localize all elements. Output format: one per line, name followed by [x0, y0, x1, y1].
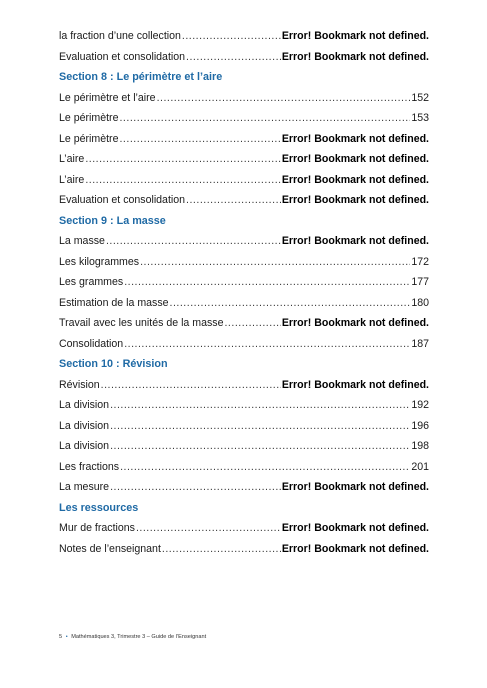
- toc-dot-leader: [110, 420, 410, 432]
- toc-entry-page: Error! Bookmark not defined.: [281, 132, 429, 145]
- toc-entry-page: Error! Bookmark not defined.: [281, 30, 429, 42]
- toc-dot-leader: [85, 153, 281, 165]
- toc-dot-leader: [124, 338, 410, 350]
- toc-entry-page: 187: [411, 337, 429, 350]
- toc-entry-title: Notes de l’enseignant: [59, 542, 161, 555]
- toc-dot-leader: [186, 194, 281, 206]
- toc-dot-leader: [101, 379, 281, 391]
- toc-entry[interactable]: [59, 522, 429, 543]
- toc-entry[interactable]: [59, 256, 429, 277]
- toc-entry[interactable]: [59, 481, 429, 502]
- toc-dot-leader: [170, 297, 411, 309]
- toc-entry-title: Le périmètre et l’aire: [59, 91, 156, 104]
- toc-section-heading: Section 10 : Révision: [59, 358, 168, 370]
- toc-entry[interactable]: [59, 235, 429, 256]
- toc-entry-page: Error! Bookmark not defined.: [281, 378, 429, 391]
- toc-entry-title: La division: [59, 399, 110, 411]
- toc-entry[interactable]: [59, 276, 429, 297]
- toc-entry-page: 192: [411, 399, 429, 411]
- footer-page-number: 5: [59, 634, 63, 640]
- toc-dot-leader: [85, 174, 281, 186]
- toc-entry[interactable]: [59, 112, 429, 133]
- toc-section-heading: Section 9 : La masse: [59, 214, 166, 227]
- toc-dot-leader: [106, 235, 281, 247]
- toc-entry-page: 196: [411, 419, 429, 432]
- toc-entry-title: Le périmètre: [59, 132, 119, 145]
- toc-entry-title: La mesure: [59, 481, 110, 493]
- toc-entry-title: la fraction d’une collection: [59, 30, 181, 42]
- toc-entry-title: La masse: [59, 235, 105, 247]
- toc-entry-title: La division: [59, 440, 110, 452]
- toc-entry-page: Error! Bookmark not defined.: [281, 194, 429, 206]
- toc-entry-title: Les grammes: [59, 276, 124, 288]
- toc-entry-page: Error! Bookmark not defined.: [281, 153, 429, 165]
- toc-dot-leader: [110, 399, 410, 411]
- toc-entry-page: 201: [411, 460, 429, 473]
- toc-entry-page: 153: [411, 112, 429, 124]
- toc-dot-leader: [119, 112, 410, 124]
- toc-entry[interactable]: [59, 399, 429, 420]
- toc-section-heading: Section 8 : Le périmètre et l’aire: [59, 71, 223, 83]
- toc-entry-title: Révision: [59, 378, 100, 391]
- toc-entry-page: 198: [411, 440, 429, 452]
- toc-entry-title: Les kilogrammes: [59, 255, 140, 268]
- toc-entry[interactable]: [59, 338, 429, 359]
- toc-dot-leader: [120, 461, 410, 473]
- toc-entry[interactable]: [59, 153, 429, 174]
- footer-bullet: •: [65, 634, 68, 640]
- toc-entry-title: Travail avec les unités de la masse: [59, 317, 224, 329]
- toc-entry-title: Estimation de la masse: [59, 296, 169, 309]
- toc-entry[interactable]: [59, 440, 429, 461]
- toc-entry[interactable]: [59, 420, 429, 441]
- toc-entry-page: Error! Bookmark not defined.: [281, 235, 429, 247]
- toc-entry[interactable]: [59, 379, 429, 400]
- toc-entry-title: La division: [59, 419, 110, 432]
- toc-dot-leader: [140, 256, 410, 268]
- toc-entry[interactable]: [59, 297, 429, 318]
- toc-dot-leader: [182, 30, 281, 42]
- toc-entry-page: Error! Bookmark not defined.: [281, 173, 429, 186]
- footer-title: Mathématiques 3, Trimestre 3 – Guide de l’Enseignant: [71, 634, 207, 640]
- toc-entry[interactable]: [59, 461, 429, 482]
- toc-dot-leader: [110, 440, 410, 452]
- toc-dot-leader: [124, 276, 410, 288]
- table-of-contents: [59, 30, 429, 563]
- toc-entry-page: Error! Bookmark not defined.: [281, 522, 429, 534]
- toc-dot-leader: [224, 317, 280, 329]
- toc-entry[interactable]: [59, 174, 429, 195]
- toc-entry-page: 172: [411, 255, 429, 268]
- toc-entry-title: Mur de fractions: [59, 522, 135, 534]
- toc-entry[interactable]: [59, 317, 429, 338]
- toc-entry-page: Error! Bookmark not defined.: [281, 50, 429, 63]
- toc-entry-title: L’aire: [59, 153, 85, 165]
- toc-entry-page: Error! Bookmark not defined.: [281, 481, 429, 493]
- toc-entry[interactable]: [59, 30, 429, 51]
- toc-entry-title: Le périmètre: [59, 112, 119, 124]
- toc-entry-page: 152: [411, 91, 429, 104]
- toc-dot-leader: [136, 522, 281, 534]
- toc-entry-title: Evaluation et consolidation: [59, 194, 186, 206]
- toc-entry-title: Les fractions: [59, 460, 120, 473]
- toc-entry[interactable]: [59, 51, 429, 72]
- toc-entry[interactable]: [59, 194, 429, 215]
- toc-entry[interactable]: [59, 133, 429, 154]
- toc-entry-title: L’aire: [59, 173, 85, 186]
- toc-dot-leader: [157, 92, 411, 104]
- toc-entry-title: Evaluation et consolidation: [59, 50, 186, 63]
- toc-entry-page: Error! Bookmark not defined.: [281, 542, 429, 555]
- toc-entry[interactable]: [59, 92, 429, 113]
- page-footer: [59, 634, 206, 640]
- toc-entry-title: Consolidation: [59, 337, 124, 350]
- toc-dot-leader: [186, 51, 281, 63]
- toc-dot-leader: [110, 481, 281, 493]
- toc-entry-page: Error! Bookmark not defined.: [281, 317, 429, 329]
- toc-dot-leader: [162, 543, 281, 555]
- toc-entry[interactable]: [59, 543, 429, 564]
- toc-entry-page: 180: [411, 296, 429, 309]
- toc-entry-page: 177: [411, 276, 429, 288]
- toc-dot-leader: [119, 133, 280, 145]
- toc-section-heading: Les ressources: [59, 501, 139, 514]
